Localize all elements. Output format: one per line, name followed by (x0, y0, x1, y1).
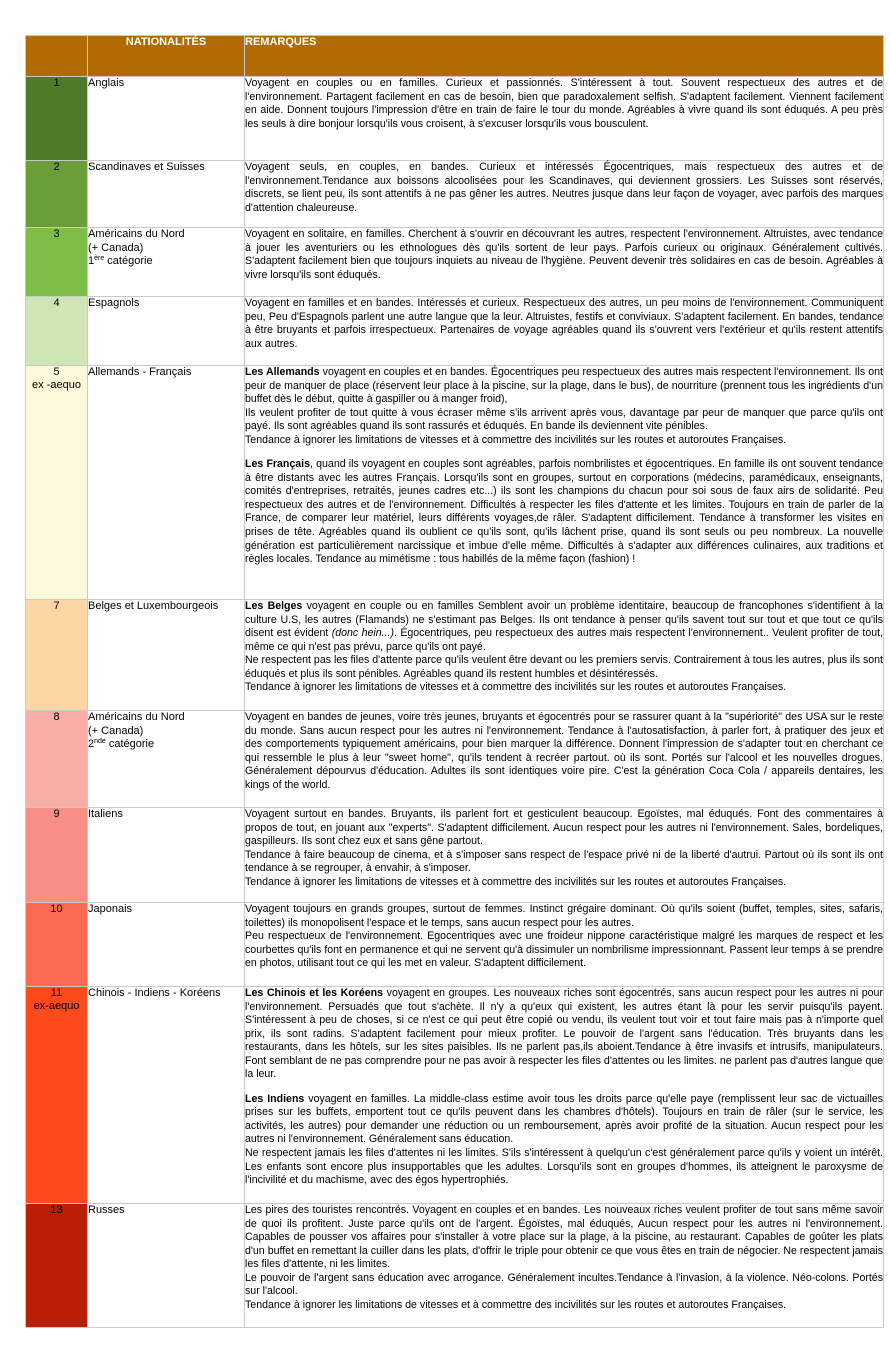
rank-number: 11 (50, 987, 63, 999)
rank-cell (26, 366, 88, 600)
nationality-line: Américains du Nord (88, 711, 185, 723)
rank-number: 2 (53, 161, 60, 173)
remark-paragraph: Voyagent en bandes de jeunes, voire très jeunes, bruyants et égocentrés pour se rassurer quant à la "supériorité" des USA sur le reste du monde. Sans aucun respect pour les autres ni l'environnement. Tendance à l'autosatisfaction, à parler fort, à pratiquer des jeux et des comportements typiquement américains, pour bien marquer la différence. Donnent l'impression de s'adapter tout en cherchant ce qui ressemble le plus à leur "sweet home", qu'ils tendent à recréer partout. où ils sont. Portés sur l'alcool et les nouvelles drogues. Généralement dépourvus d'éducation. Adultes ils sont identiques voire pire. C'est la génération Coca Cola / appareils dentaires, les kings of the world. (245, 711, 883, 791)
header-row (26, 36, 884, 77)
remarks-cell (245, 711, 884, 808)
remark-paragraph: Ne respectent pas les files d'attente parce qu'ils veulent être devant ou les premiers servis. Contrairement à tous les autres, plus ils sont éduqués et plus ils sont pénibles. Agréables quand ils restent humbles et désintéressés. (245, 654, 883, 680)
remarks-cell (245, 366, 884, 600)
remarks-cell (245, 1204, 884, 1328)
rank-cell (26, 77, 88, 161)
nationality-line: Italiens (88, 808, 123, 820)
remark-paragraph: Tendance à faire beaucoup de cinema, et à s'imposer sans respect de l'espace privé ni de la liberté d'autrui. Partout où ils sont ils ont tendance à se regrouper, à envahir, à s'imposer. (245, 848, 883, 875)
remark-paragraph: Ne respectent jamais les files d'attentes ni les limites. S'ils s'intéressent à quelqu'un c'est généralement parce qu'ils y voient un intérêt. Les enfants sont encore plus insupportables que les adultes. Lorsqu'ils sont en groupes d'hommes, ils atteignent le paroxysme de l'incivilité et du machisme, avec des égos hypertrophiés. (245, 1147, 883, 1187)
nationality-line: Scandinaves et Suisses (88, 161, 205, 173)
table-row (26, 903, 884, 987)
table-row (26, 808, 884, 903)
nationality-line: Espagnols (88, 297, 140, 309)
nationality-line: Anglais (88, 77, 125, 89)
remark-subject: Les Chinois et les Koréens (245, 987, 384, 999)
nationality-cell (88, 228, 245, 297)
rank-cell (26, 808, 88, 903)
ordinal-suffix: ère (94, 255, 105, 263)
remarks-cell (245, 297, 884, 366)
remark-subject: Les Français (245, 458, 311, 471)
remark-paragraph: Les Allemands voyagent en couples et en bandes. Égocentriques peu respectueux des autres mais respectent l'environnement. Ils ont peur de manquer de place (réservent leur place à la piscine, sur la plage, dans le bus), de nourriture (prennent tous les ingrédients d'un buffet dès le début, quitte à gaspiller ou à manger froid), (245, 366, 883, 406)
rank-number: 4 (53, 297, 60, 309)
rank-header (26, 36, 88, 77)
remarks-cell (245, 808, 884, 903)
remarks-cell (245, 228, 884, 297)
remark-subject: Les Allemands (245, 366, 320, 378)
table-row (26, 600, 884, 711)
remark-subject: Les Belges (245, 600, 303, 612)
rank-cell (26, 1204, 88, 1328)
rank-cell (26, 228, 88, 297)
rank-cell (26, 600, 88, 711)
table-row (26, 297, 884, 366)
nationality-line: Japonais (88, 903, 133, 915)
nationality-category: 1ère catégorie (88, 255, 153, 268)
remarks-cell (245, 77, 884, 161)
nationality-line: Belges et Luxembourgeois (88, 600, 219, 612)
remark-paragraph: Les Belges voyagent en couple ou en familles Semblent avoir un problème identitaire, beaucoup de francophones s'identifient à la culture U.S, les autres (Flamands) ne s'estimant pas Belges. Ils ont tendance à penser qu'ils savent tout sur tout et que tout ce qu'ils disent est évident (donc hein...). Égocentriques, peu respectueux des autres mais respectent l'environnement.. Veulent profiter de tout, même ce qui n'est pas prévu, parce qu'ils ont payé. (245, 600, 883, 653)
nationality-line: Russes (88, 1204, 125, 1216)
rank-number: 5 (53, 366, 60, 378)
remark-paragraph: Voyagent en familles et en bandes. Intéressés et curieux. Respectueux des autres, un peu moins de l'environnement. Communiquent peu, Peu d'Espagnols parlent une autre langue que la leur. Altruistes, festifs et conviviaux. S'adaptent facilement. En bandes, tendance à être bruyants et parfois irrespectueux. Partenaires de voyage agréables quand ils s'ouvrent vers l'extérieur et qu'ils restent attentifs aux autres. (245, 297, 883, 350)
remark-paragraph: Tendance à ignorer les limitations de vitesses et à commettre des incivilités sur les routes et autoroutes Françaises. (245, 433, 787, 446)
rank-number: 7 (53, 600, 60, 612)
rank-number: 8 (53, 711, 60, 723)
remark-paragraph: Ils veulent profiter de tout quitte à vous écraser même s'ils arrivent après vous, davantage par peur de manquer que parce qu'ils ont payé. Ils sont agréables quand ils sont rassurés et éduqués. En bande ils deviennent vite pénibles. (245, 406, 883, 433)
rank-tie-label: ex-aequo (33, 1000, 80, 1012)
nationality-cell (88, 600, 245, 711)
remark-paragraph: Tendance à ignorer les limitations de vitesses et à commettre des incivilités sur les routes et autoroutes Françaises. (245, 875, 787, 888)
remark-paragraph: Voyagent seuls, en couples, en bandes. Curieux et intéressés Égocentriques, mais respectueux des autres et de l'environnement.Tendance aux boissons alcoolisées pour les Scandinaves, qui deviennent grossiers. Les Suisses sont réservés, discrets, se lient peu, ils sont attentifs à ne pas gêner les autres. Neutres jusque dans leur façon de voyager, avec parfois des marques d'attention chaleureuse. (245, 161, 883, 214)
table-row (26, 366, 884, 600)
remark-paragraph: Les Indiens voyagent en familles. La middle-class estime avoir tous les droits parce qu'elle paye (remplissent leur sac de victuailles prises sur les buffets, emportent tout ce qu'ils peuvent dans les chambres d'hôtels). Toujours en train de râler (sur le service, les activités, les autres) pour demander une réduction ou un remboursement, après avoir profité de la situation. Aucun respect pour les autres ni l'environnement. Généralement sans éducation. (245, 1092, 884, 1146)
nationality-line: Allemands - Français (88, 366, 192, 378)
remark-paragraph: Tendance à ignorer les limitations de vitesses et à commettre des incivilités sur les routes et autoroutes Françaises. (245, 681, 787, 694)
rank-cell (26, 987, 88, 1204)
nationality-cell (88, 1204, 245, 1328)
table-row (26, 228, 884, 297)
remark-aside: (donc hein...) (331, 627, 394, 640)
table-row (26, 711, 884, 808)
remark-paragraph: Tendance à ignorer les limitations de vitesses et à commettre des incivilités sur les routes et autoroutes Françaises. (245, 1298, 787, 1311)
nationality-cell (88, 987, 245, 1204)
remarks-header: REMARQUES (245, 36, 884, 77)
nationality-cell (88, 366, 245, 600)
table-row (26, 77, 884, 161)
ordinal-suffix: nde (94, 738, 106, 746)
rank-cell (26, 711, 88, 808)
ranking-table (25, 35, 884, 1328)
rank-cell (26, 297, 88, 366)
rank-number: 1 (53, 77, 60, 89)
remarks-cell (245, 903, 884, 987)
remark-paragraph: Voyagent en solitaire, en familles. Cherchent à s'ouvrir en découvrant les autres, respectent l'environnement. Altruistes, avec tendance à jouer les aventuriers ou les ethnologues dès qu'ils sortent de leur pays. Parfois curieux ou originaux. Généralement cultivés. S'adaptent facilement bien que toujours inquiets au niveau de l'hygiène. Peuvent devenir très solidaires en cas de besoin. Agréables à vivre lorsqu'ils sont éduqués. (245, 228, 883, 281)
rank-number: 9 (53, 808, 60, 820)
remark-paragraph: Les pires des touristes rencontrés. Voyagent en couples et en bandes. Les nouveaux riches veulent profiter de tout sans même savoir de quoi ils profitent. Juste parce qu'ils ont de l'argent. Égoïstes, mal éduqués, Aucun respect pour les autres ni l'environnement. Capables de pousser vos affaires pour s'installer à votre place sur la plage, à la piscine, au restaurant. Capables de goûter les plats d'un buffet en remettant la cuiller dans les plats, d'offrir le triple pour obtenir ce que vous êtes en train de négocier. Ne respectent jamais les files d'attente, ni les limites. (245, 1204, 883, 1271)
nationality-line: (+ Canada) (88, 241, 144, 254)
rank-number: 10 (50, 903, 63, 915)
remark-paragraph: Voyagent toujours en grands groupes, surtout de femmes. Instinct grégaire dominant. Où qu'ils soient (buffet, temples, sites, safaris, toilettes) ils monopolisent l'espace et le temps, sans aucun respect pour les autres. (245, 903, 883, 929)
remarks-cell (245, 987, 884, 1204)
rank-cell (26, 161, 88, 228)
remark-subject: Les Indiens (245, 1092, 305, 1105)
nationality-category: 2nde catégorie (88, 738, 155, 751)
remark-paragraph: Voyagent en couples ou en familles. Curieux et passionnés. S'intéressent à tout. Souvent respectueux des autres et de l'environnement. Partagent facilement en cas de besoin, bien que paradoxalement selfish. S'adaptent facilement. Viennent facilement en aide. Donnent toujours l'impression d'être en train de faire le tour du monde. Agréables à vivre quand ils sont éduqués. A peu près les seuls à dire bonjour lorsqu'ils vous croisent, à s'excuser lorsqu'ils vous bousculent. (245, 77, 883, 130)
remark-paragraph: Peu respectueux de l'environnement. Egocentriques avec une froideur nippone caractéristique malgré les marques de respect et les courbettes qu'ils font en permanence et qui ne servent qu'à dissimuler un nombrilisme impressionnant. Passent leur temps à se prendre en photos, utilisant tout ce qui les met en valeur. S'adaptent difficilement. (245, 930, 883, 970)
table-row (26, 987, 884, 1204)
nationality-line: (+ Canada) (88, 724, 144, 737)
nationality-cell (88, 77, 245, 161)
remark-paragraph: Les Chinois et les Koréens voyagent en groupes. Les nouveaux riches sont égocentrés, sans aucun respect pour les autres ni pour l'environnement. Persuadés que tout s'achète. Il n'y a qu'eux qui existent, les autres étant là pour les servir puisqu'ils payent. S'intéressent à peu de choses, si ce n'est ce qui peut être copié ou vendu, ils veulent tout voir et tout faire mais pas à n'importe quel prix, ils sont radins. S'adaptent facilement pour mieux profiter. Le pouvoir de l'argent sans l'éducation. Très bruyants dans les restaurants, dans les hôtels, sur les sites paisibles. Ils ne parlent pas,ils aboient.Tendance à être invasifs et intrusifs, manipulateurs. Font semblant de ne pas comprendre pour ne pas avoir à respecter les files d'attentes ou les limites. ne parlent pas d'autres langue que la leur. (245, 987, 883, 1081)
table-row (26, 1204, 884, 1328)
nationality-cell (88, 711, 245, 808)
nationality-cell (88, 161, 245, 228)
rank-cell (26, 903, 88, 987)
remark-paragraph: Le pouvoir de l'argent sans éducation avec arrogance. Généralement incultes.Tendance à l'invasion, à la violence. Néo-colons. Portés sur l'alcool. (245, 1271, 883, 1298)
remark-paragraph: Les Français, quand ils voyagent en couples sont agréables, parfois nombrilistes et égocentriques. En famille ils ont souvent tendance à être distants avec les autres Français. Lorsqu'ils sont en groupes, surtout en corporations (médecins, paramédicaux, enseignants, comités d'entreprises, retraités, jeunes cadres etc...) ils sont les champions du chacun pour soi sous de faux airs de solidarité. Peu respectueux des autres et de l'environnement. Difficultés à respecter les files d'attente et les limites. Toujours en train de parler de la France, de comparer leur matériel, leurs différents voyages,de râler. S'adaptent difficilement. Tendance à transformer les visites en prises de tête. Agréables quand ils oublient ce qu'ils sont, qu'ils lâchent prise, quand ils sont seuls ou peu nombreux. La nouvelle génération est particulièrement narcissique et imbue d'elle même. Difficultés à s'adapter aux différences culinaires, aux traditions et règles locales. Tendance au mimétisme : tous habillés de la même façon (fashion) ! (245, 458, 883, 566)
nationality-cell (88, 297, 245, 366)
table-row (26, 161, 884, 228)
nationality-line: Chinois - Indiens - Koréens (88, 987, 221, 999)
rank-number: 3 (53, 228, 60, 240)
nationality-header: NATIONALITÉS (88, 36, 245, 77)
nationality-cell (88, 903, 245, 987)
nationality-line: Américains du Nord (88, 228, 185, 240)
nationality-cell (88, 808, 245, 903)
rank-number: 13 (50, 1204, 63, 1216)
remark-paragraph: Voyagent surtout en bandes. Bruyants, ils parlent fort et gesticulent beaucoup. Egoïstes, mal éduqués. Font des commentaires à propos de tout, en jouant aux "experts". S'adaptent difficilement. Aucun respect pour les autres ni l'environnement. Sales, bordeliques, gaspilleurs. Ils sont chez eux et sans gêne partout. (245, 808, 883, 848)
remarks-cell (245, 161, 884, 228)
remarks-cell (245, 600, 884, 711)
rank-tie-label: ex -aequo (32, 379, 81, 391)
